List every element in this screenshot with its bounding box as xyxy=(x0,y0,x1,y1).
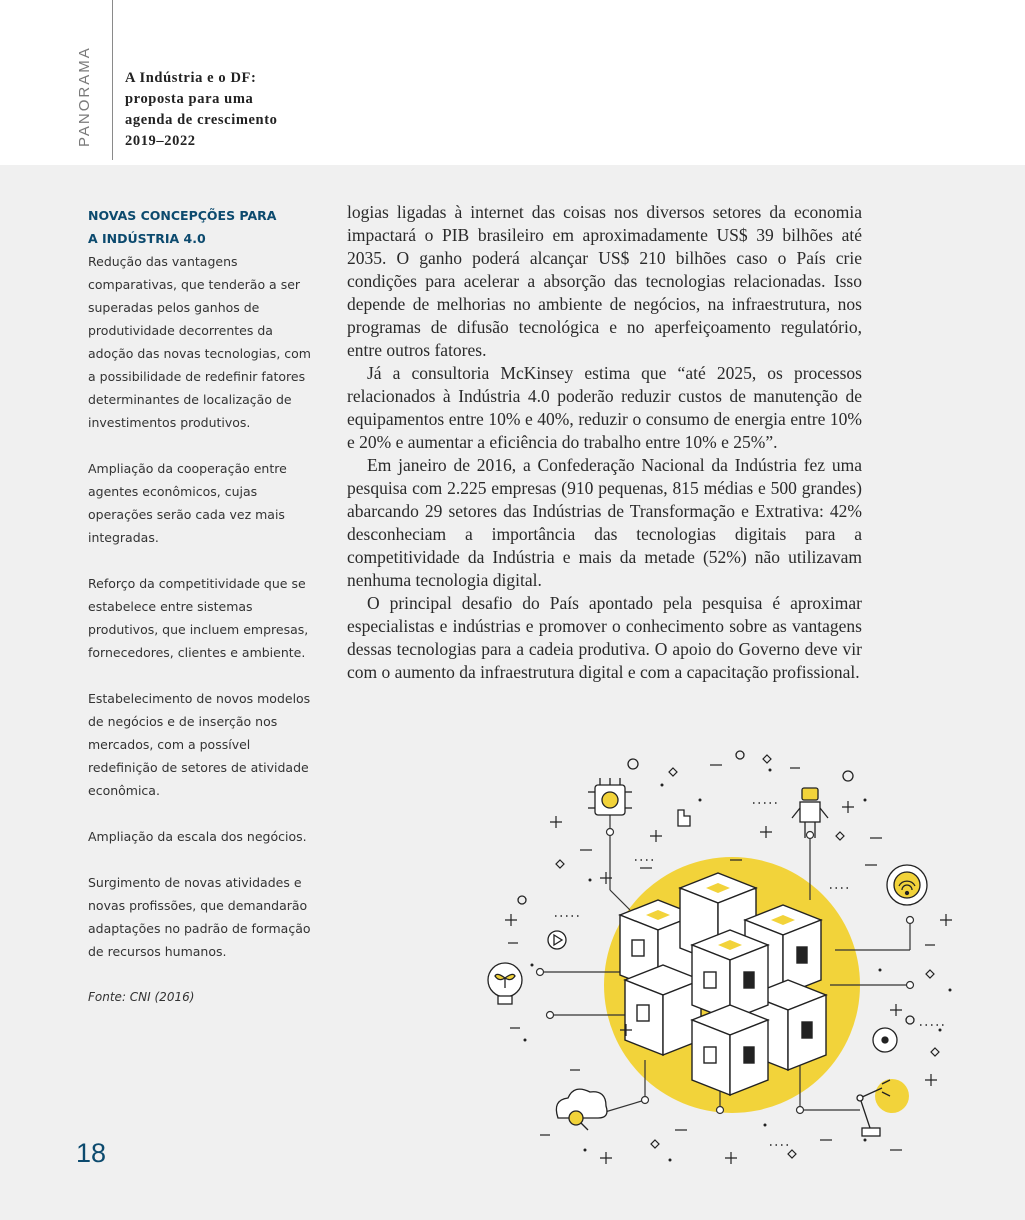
sidebar-item: Surgimento de novas atividades e novas profissões, que demandarão adaptações no padrão de formação de recursos humanos. xyxy=(88,875,311,959)
page-header xyxy=(0,0,1025,165)
lightbulb-icon xyxy=(488,963,522,1004)
header-divider xyxy=(112,0,113,160)
industry-illustration xyxy=(470,740,970,1180)
sidebar-item: Reforço da competitividade que se estabelece entre sistemas produtivos, que incluem empresas, fornecedores, clientes e ambiente. xyxy=(88,576,309,660)
sidebar-heading-line: A INDÚSTRIA 4.0 xyxy=(88,231,206,246)
cloud-search-icon xyxy=(556,1089,607,1130)
page-number: 18 xyxy=(76,1138,107,1168)
sidebar-item: Ampliação da escala dos negócios. xyxy=(88,829,307,844)
disc-icon xyxy=(873,1028,897,1052)
body-paragraph: logias ligadas à internet das coisas nos diversos setores da economia impactará o PIB brasileiro em aproximadamente US$ 39 bilhões até 2035. O ganho poderá alcançar US$ 210 bilhões caso o País crie condições para acelerar a absorção das tecnologias relacionadas. Isso depende de melhorias no ambiente de negócios, na infraestrutura, nos programas de difusão tecnológica e no aperfeiçoamento regulatório, entre outros fatores. xyxy=(347,202,862,360)
sidebar-heading-line: NOVAS CONCEPÇÕES PARA xyxy=(88,208,277,223)
gear-wifi-icon xyxy=(887,865,927,905)
publication-title-line: agenda de crescimento xyxy=(125,112,278,128)
publication-title-line: proposta para uma xyxy=(125,91,254,107)
body-paragraph: Já a consultoria McKinsey estima que “até 2025, os processos relacionados à Indústria 4.0 poderão reduzir custos de manutenção de equipamentos entre 10% e 40%, reduzir o consumo de energia entre 10% e 20% e aumentar a eficiência do trabalho entre 10% e 25%”. xyxy=(347,363,862,452)
body-paragraph: O principal desafio do País apontado pela pesquisa é aproximar especialistas e indústrias e promover o conhecimento sobre as vantagens dessas tecnologias para a cadeia produtiva. O apoio do Governo deve vir com o aumento da infraestrutura digital e com a capacitação profissional. xyxy=(347,593,862,682)
sidebar-box xyxy=(88,204,320,1032)
sidebar-item: Estabelecimento de novos modelos de negócios e de inserção nos mercados, com a possível redefinição de setores de atividade econômica. xyxy=(88,691,311,798)
brain-chip-icon xyxy=(588,778,632,815)
play-icon xyxy=(548,931,566,949)
body-paragraph: Em janeiro de 2016, a Confederação Nacional da Indústria fez uma pesquisa com 2.225 empresas (910 pequenas, 815 médias e 500 grandes) abarcando 29 setores das Indústrias de Transformação e Extrativa: 42% desconheciam a importância das tecnologias digitais para a competitividade da Indústria e mais da metade (52%) não utilizavam nenhuma tecnologia digital. xyxy=(347,455,862,590)
publication-title xyxy=(125,68,325,152)
robotic-arm-icon xyxy=(857,1079,909,1136)
sidebar-item: Ampliação da cooperação entre agentes econômicos, cujas operações serão cada vez mais integradas. xyxy=(88,461,287,545)
section-label: PANORAMA xyxy=(76,46,93,147)
publication-title-line: A Indústria e o DF: xyxy=(125,70,257,86)
touch-hand-icon xyxy=(678,810,690,826)
sidebar-item: Redução das vantagens comparativas, que tenderão a ser superadas pelos ganhos de produtividade decorrentes da adoção das novas tecnologias, com a possibilidade de redefinir fatores determinantes de localização de investimentos produtivos. xyxy=(88,254,311,430)
publication-title-line: 2019–2022 xyxy=(125,133,196,149)
sidebar-heading xyxy=(88,204,320,250)
sidebar-source: Fonte: CNI (2016) xyxy=(88,990,195,1004)
robot-icon xyxy=(792,788,828,838)
main-text xyxy=(347,201,862,684)
